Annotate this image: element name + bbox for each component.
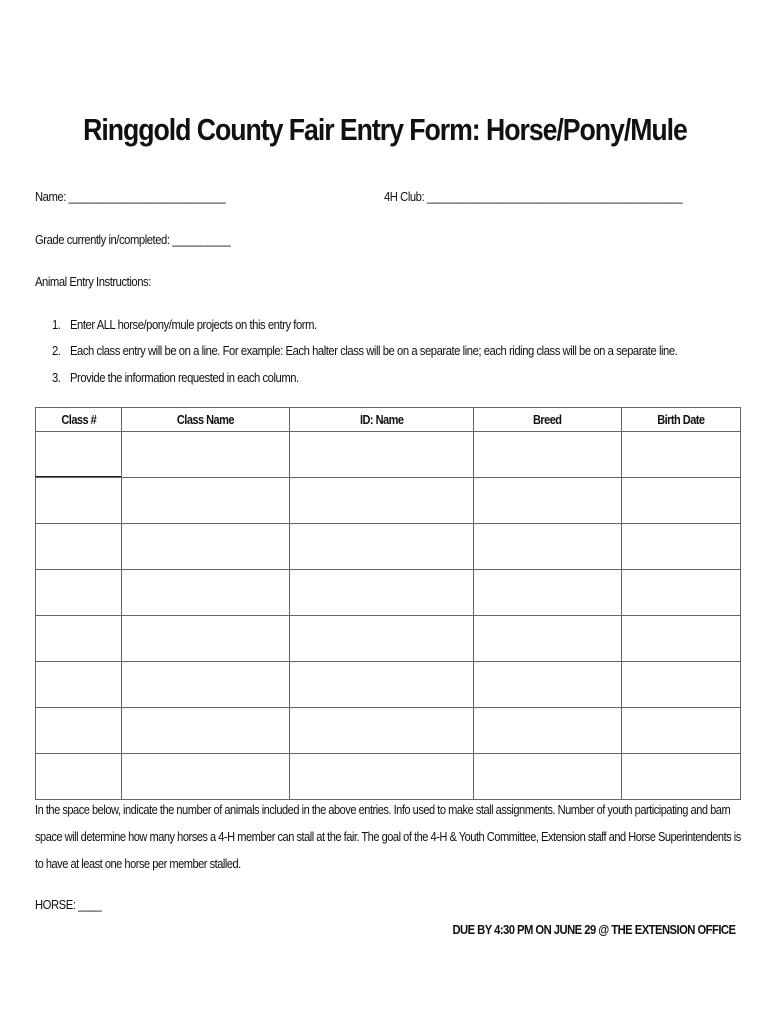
instruction-number: 2.	[52, 344, 61, 358]
entry-cell[interactable]	[122, 708, 290, 754]
entry-cell[interactable]	[36, 570, 122, 616]
instruction-number: 3.	[52, 371, 61, 385]
entry-cell[interactable]	[290, 478, 474, 524]
entry-cell[interactable]	[36, 432, 122, 478]
entry-cell[interactable]	[290, 754, 474, 800]
entry-cell[interactable]	[622, 524, 741, 570]
entry-cell[interactable]	[122, 570, 290, 616]
entry-cell[interactable]	[290, 432, 474, 478]
instructions-heading: Animal Entry Instructions:	[35, 275, 151, 289]
entry-cell[interactable]	[622, 432, 741, 478]
stall-info-paragraph	[35, 797, 741, 878]
entry-cell[interactable]	[622, 708, 741, 754]
instruction-item: Provide the information requested in each column.	[70, 371, 299, 385]
entry-cell[interactable]	[36, 524, 122, 570]
entry-cell[interactable]	[474, 478, 622, 524]
column-header-breed: Breed	[474, 408, 622, 432]
instruction-number: 1.	[52, 318, 61, 332]
paragraph-line: space will determine how many horses a 4-H member can stall at the fair. The goal of the 4-H & Youth Committee, Extension staff and Horse Superintendents is	[35, 830, 741, 844]
table-row	[36, 432, 741, 478]
table-row	[36, 662, 741, 708]
paragraph-line: to have at least one horse per member stalled.	[35, 857, 241, 871]
table-row	[36, 708, 741, 754]
entry-cell[interactable]	[36, 662, 122, 708]
horse-count-line: HORSE: ____	[35, 898, 102, 912]
entry-cell[interactable]	[474, 662, 622, 708]
entry-cell[interactable]	[122, 754, 290, 800]
entry-cell[interactable]	[474, 570, 622, 616]
entry-cell[interactable]	[622, 478, 741, 524]
entry-cell[interactable]	[36, 708, 122, 754]
entry-cell[interactable]	[622, 570, 741, 616]
column-header-class-name: Class Name	[122, 408, 290, 432]
table-row	[36, 524, 741, 570]
entry-cell[interactable]	[474, 616, 622, 662]
entry-cell[interactable]	[474, 708, 622, 754]
column-header-id-name: ID: Name	[290, 408, 474, 432]
entry-table	[35, 407, 741, 800]
entry-cell[interactable]	[474, 432, 622, 478]
entry-cell[interactable]	[36, 754, 122, 800]
entry-cell[interactable]	[290, 616, 474, 662]
due-date-notice: DUE BY 4:30 PM ON JUNE 29 @ THE EXTENSION OFFICE	[451, 923, 735, 937]
club-field-line: 4H Club: ____________________________________________	[384, 190, 683, 204]
entry-cell[interactable]	[290, 662, 474, 708]
table-row	[36, 616, 741, 662]
entry-cell[interactable]	[474, 754, 622, 800]
instruction-item: Enter ALL horse/pony/mule projects on this entry form.	[70, 318, 317, 332]
entry-cell[interactable]	[290, 570, 474, 616]
entry-cell[interactable]	[36, 616, 122, 662]
column-header-birth-date: Birth Date	[622, 408, 741, 432]
table-header-row	[36, 408, 741, 432]
entry-cell[interactable]	[622, 754, 741, 800]
table-row	[36, 570, 741, 616]
entry-cell[interactable]	[36, 478, 122, 524]
entry-cell[interactable]	[622, 662, 741, 708]
name-field-line: Name: ___________________________	[35, 190, 226, 204]
entry-cell[interactable]	[474, 524, 622, 570]
entry-cell[interactable]	[122, 432, 290, 478]
row-divider	[35, 476, 121, 477]
entry-cell[interactable]	[122, 524, 290, 570]
instruction-item: Each class entry will be on a line. For example: Each halter class will be on a separate line; each riding class will be on a separate line.	[70, 344, 678, 358]
grade-field-line: Grade currently in/completed: __________	[35, 233, 231, 247]
entry-cell[interactable]	[290, 708, 474, 754]
entry-cell[interactable]	[122, 478, 290, 524]
paragraph-line: In the space below, indicate the number of animals included in the above entries. Info used to make stall assignments. Number of youth participating and barn	[35, 803, 731, 817]
column-header-class-number: Class #	[36, 408, 122, 432]
entry-cell[interactable]	[122, 662, 290, 708]
table-row	[36, 754, 741, 800]
page-title: Ringgold County Fair Entry Form: Horse/Pony/Mule	[83, 112, 687, 147]
table-row	[36, 478, 741, 524]
entry-cell[interactable]	[622, 616, 741, 662]
entry-cell[interactable]	[290, 524, 474, 570]
entry-cell[interactable]	[122, 616, 290, 662]
